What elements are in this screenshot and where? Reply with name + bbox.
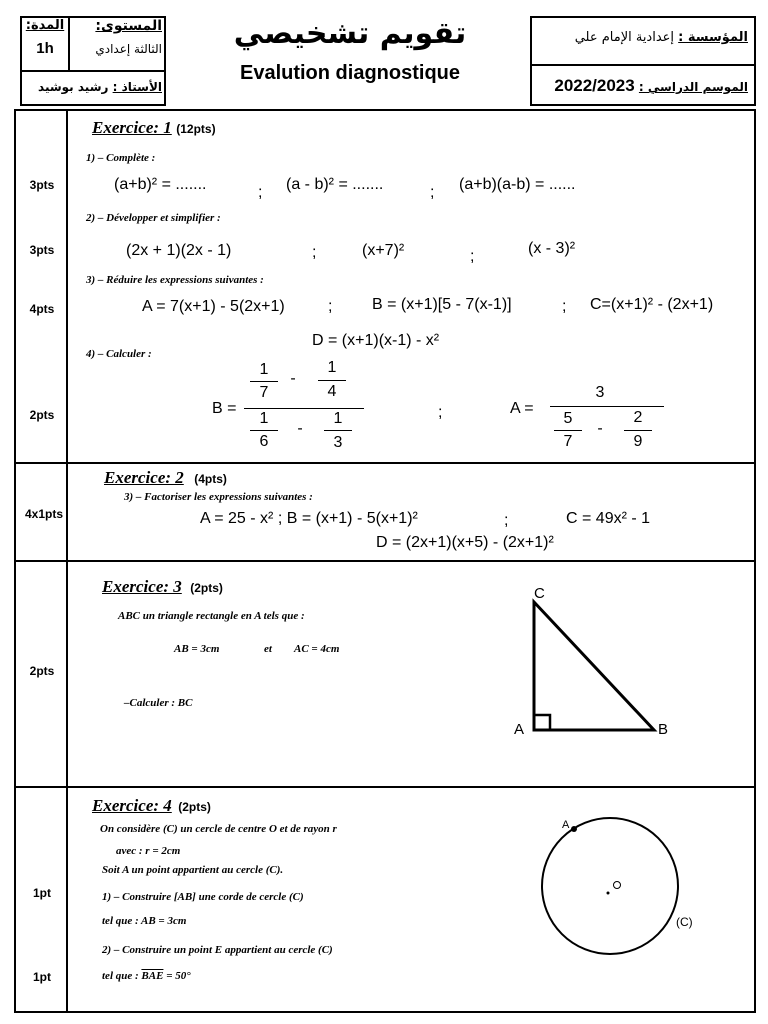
year-value: 2022/2023 xyxy=(554,76,635,95)
circle-c xyxy=(542,818,678,954)
ex1-points: (12pts) xyxy=(176,122,216,136)
ex1-q3-sep2: ; xyxy=(562,298,567,315)
ex1-q3-d: D = (x+1)(x-1) - x² xyxy=(312,332,440,349)
title-arabic: تقويم تشخيصي xyxy=(233,16,467,51)
circle-figure xyxy=(528,812,708,962)
ex4-l7 xyxy=(102,970,191,982)
ex1-q1-pts: 3pts xyxy=(29,178,55,192)
ex3-l2a: AB = 3cm xyxy=(174,643,220,655)
ex3-title: Exercice: 3 xyxy=(102,577,182,596)
ex1-title: Exercice: 1 xyxy=(92,118,172,137)
ex4-l4: 1) – Construire [AB] une corde de cercle (C) xyxy=(102,891,304,903)
ex4-l2: avec : r = 2cm xyxy=(116,845,181,857)
B-n-op: - xyxy=(290,370,296,387)
ex1-q3-c: C=(x+1)² - (2x+1) xyxy=(590,296,714,313)
ex3-points: (2pts) xyxy=(190,581,223,595)
ex4-l1: On considère (C) un cercle de centre O et de rayon r xyxy=(100,823,337,835)
ex3-pts: 2pts xyxy=(29,664,55,678)
circle-label-c: (C) xyxy=(676,915,693,929)
ex1-q1-c: (a+b)(a-b) = ...... xyxy=(459,176,576,193)
A-d2-den: 9 xyxy=(633,433,643,450)
ex2-line1-a: A = 25 - x² ; B = (x+1) - 5(x+1)² xyxy=(200,510,418,527)
divider-ex2-ex3 xyxy=(14,560,756,562)
A-d-op: - xyxy=(597,420,603,437)
school-label: المؤسسة : xyxy=(678,30,748,45)
ex4-l7-angle: $\overline{BAE}$ xyxy=(141,970,164,982)
ex1-q3: 3) – Réduire les expressions suivantes : xyxy=(86,274,264,286)
B-n2-den: 4 xyxy=(327,383,337,400)
ex1-q1-sep2: ; xyxy=(430,184,435,201)
B-d-op: - xyxy=(297,420,303,437)
A-d1-bar xyxy=(554,430,582,431)
ex3-l2c: AC = 4cm xyxy=(294,643,340,655)
right-angle-mark xyxy=(534,715,550,730)
B-n2-bar xyxy=(318,380,346,381)
ex1-q2-pts: 3pts xyxy=(29,243,55,257)
A-d2-num: 2 xyxy=(633,409,643,426)
ex1-heading xyxy=(92,118,216,138)
center-o-ring xyxy=(614,882,621,889)
point-a-mark xyxy=(571,826,577,832)
ex2-line1-sep: ; xyxy=(504,512,509,529)
ex4-l5: tel que : AB = 3cm xyxy=(102,915,187,927)
B-d2-num: 1 xyxy=(333,410,343,427)
ex4-l6-pts: 1pt xyxy=(33,970,51,984)
ex4-l7-prefix: tel que : xyxy=(102,970,142,982)
B-d1-den: 6 xyxy=(259,433,269,450)
ex4-l4-pts: 1pt xyxy=(33,886,51,900)
divider-ex3-ex4 xyxy=(14,786,756,788)
A-d2-bar xyxy=(624,430,652,431)
B-n1-den: 7 xyxy=(259,384,269,401)
ex2-line2: D = (2x+1)(x+5) - (2x+1)² xyxy=(376,534,554,551)
ex1-q1-sep1: ; xyxy=(258,184,263,201)
ex2-line1-c: C = 49x² - 1 xyxy=(566,510,651,527)
B-n2-num: 1 xyxy=(327,359,337,376)
teacher-line xyxy=(24,80,162,94)
ex1-q2-sep1: ; xyxy=(312,244,317,261)
ex1-q3-sep1: ; xyxy=(328,298,333,315)
ex1-q2: 2) – Développer et simplifier : xyxy=(86,212,221,224)
ex3-l3: –Calculer : BC xyxy=(124,697,193,709)
level-label: المستوى: xyxy=(95,18,162,34)
ex1-q2-c: (x - 3)² xyxy=(528,240,576,257)
ex2-heading xyxy=(104,468,227,488)
B-d2-den: 3 xyxy=(333,434,343,451)
ex1-q1: 1) – Complète : xyxy=(86,152,156,164)
B-n1-bar xyxy=(250,381,278,382)
ex1-q4-sep: ; xyxy=(438,404,443,421)
ex1-q2-sep2: ; xyxy=(470,248,475,265)
school-line xyxy=(536,30,748,45)
B-d1-num: 1 xyxy=(259,410,269,427)
ex1-q2-b: (x+7)² xyxy=(362,242,405,259)
ex4-l3: Soit A un point appartient au cercle (C). xyxy=(102,864,284,876)
triangle-label-b: B xyxy=(658,721,669,738)
level-value: الثالثة إعدادي xyxy=(95,42,162,56)
A-label: A = xyxy=(510,400,534,417)
ex4-l7-suffix: = 50° xyxy=(163,970,191,982)
ex1-q4-pts: 2pts xyxy=(29,408,55,422)
duration-label: المدة: xyxy=(25,18,65,33)
ex3-heading xyxy=(102,577,223,597)
teacher-label: الأستاذ : xyxy=(112,80,162,94)
ex1-q3-b: B = (x+1)[5 - 7(x-1)] xyxy=(372,296,512,313)
A-d1-num: 5 xyxy=(563,410,573,427)
circle-label-a: A xyxy=(562,819,570,831)
B-label: B = xyxy=(212,400,237,417)
B-n1-num: 1 xyxy=(259,361,269,378)
ex3-l2b: et xyxy=(264,643,272,655)
ex4-heading xyxy=(92,796,211,816)
ex2-pts: 4x1pts xyxy=(24,507,64,521)
ex4-points: (2pts) xyxy=(178,800,211,814)
school-value: إعدادية الإمام علي xyxy=(574,30,675,45)
ex2-title: Exercice: 2 xyxy=(104,468,184,487)
duration-value: 1h xyxy=(36,40,54,57)
ex1-q4: 4) – Calculer : xyxy=(86,348,152,360)
A-d1-den: 7 xyxy=(563,433,573,450)
ex1-q3-a: A = 7(x+1) - 5(2x+1) xyxy=(142,298,285,315)
ex4-l6: 2) – Construire un point E appartient au cercle (C) xyxy=(102,944,333,956)
year-line xyxy=(536,76,748,96)
center-o-mark xyxy=(607,892,610,895)
ex3-l1: ABC un triangle rectangle en A tels que : xyxy=(118,610,305,622)
B-main-bar xyxy=(244,408,364,409)
right-triangle-figure xyxy=(500,578,700,748)
ex2-q: 3) – Factoriser les expressions suivantes : xyxy=(124,491,313,503)
ex2-points: (4pts) xyxy=(194,472,227,486)
B-d2-bar xyxy=(324,430,352,431)
A-num: 3 xyxy=(595,384,605,401)
divider-ex1-ex2 xyxy=(14,462,756,464)
A-main-bar xyxy=(550,406,664,407)
triangle-label-a: A xyxy=(514,721,525,738)
year-label: الموسم الدراسي : xyxy=(638,80,748,94)
ex4-title: Exercice: 4 xyxy=(92,796,172,815)
ex1-q1-a: (a+b)² = ....... xyxy=(114,176,207,193)
ex1-q3-pts: 4pts xyxy=(29,302,55,316)
ex1-q1-b: (a - b)² = ....... xyxy=(286,176,384,193)
ex1-q2-a: (2x + 1)(2x - 1) xyxy=(126,242,232,259)
title-french: Evalution diagnostique xyxy=(239,62,460,84)
triangle-label-c: C xyxy=(534,585,545,602)
B-d1-bar xyxy=(250,430,278,431)
teacher-name: رشيد بوشيد xyxy=(38,80,109,94)
triangle-abc xyxy=(534,602,654,730)
